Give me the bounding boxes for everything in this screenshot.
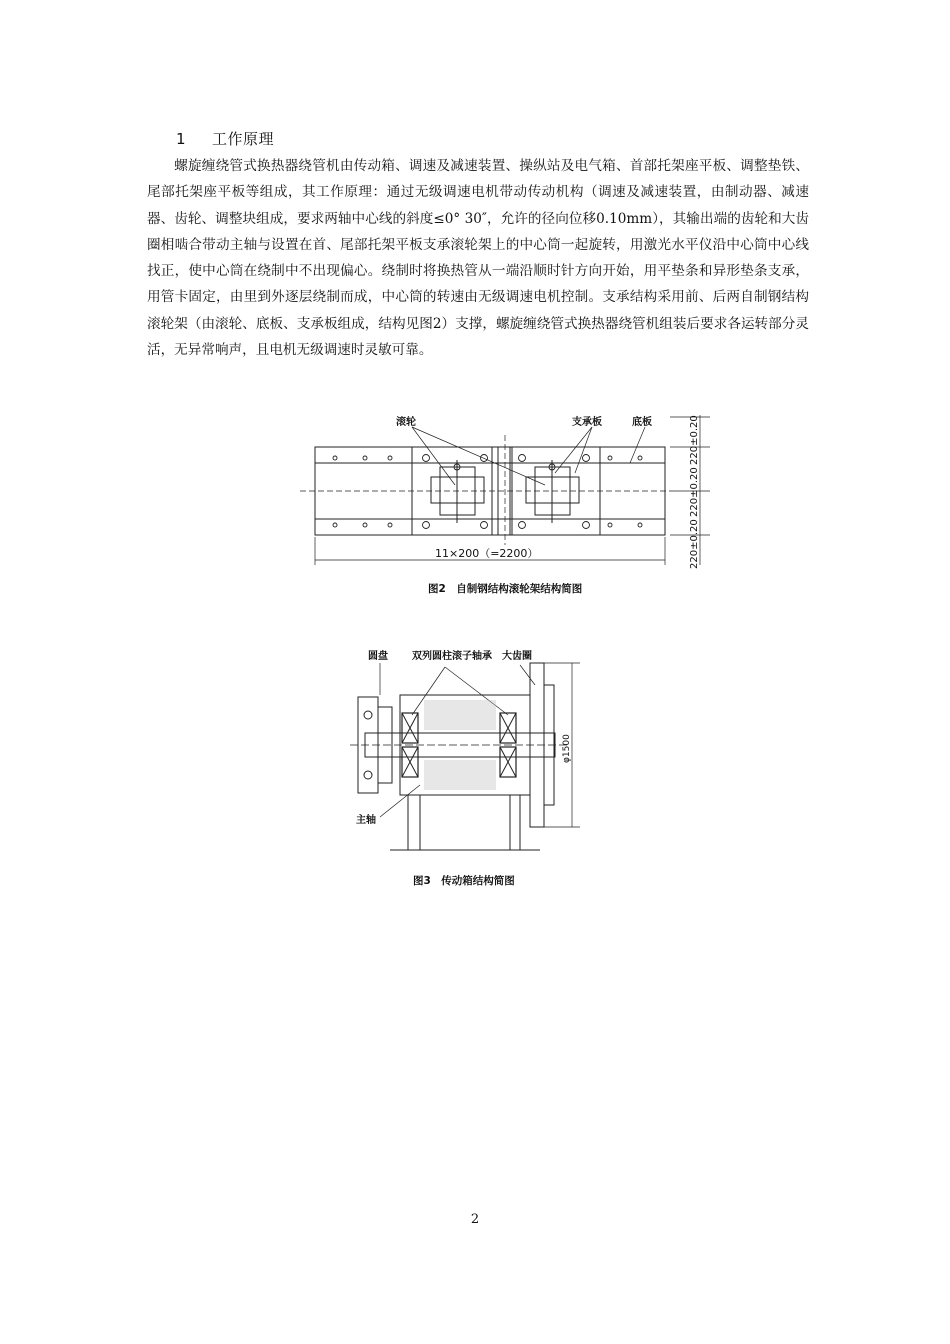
section-heading: [176, 128, 274, 149]
label-diameter: φ1500: [562, 734, 572, 763]
label-disc: 圆盘: [368, 651, 388, 662]
figure-3-drawing: [350, 645, 590, 860]
dimension-right-mid: 220±0.20: [689, 467, 700, 517]
figure-2: [300, 405, 720, 605]
dimension-bottom: 11×200（=2200）: [435, 547, 539, 560]
dimension-right-bottom: 220±0.20: [689, 519, 700, 569]
figure-2-drawing: [300, 405, 720, 580]
figure-3: [350, 645, 590, 890]
label-big-gear: 大齿圈: [502, 651, 532, 662]
label-main-shaft: 主轴: [356, 815, 376, 826]
label-bearing: 双列圆柱滚子轴承: [412, 651, 492, 662]
section-number: 1: [176, 130, 187, 148]
label-roller: 滚轮: [396, 417, 416, 428]
figure-3-caption: 图3 传动箱结构简图: [413, 875, 515, 887]
dimension-right-top: 220±0.20: [689, 415, 700, 465]
figure-2-caption: 图2 自制钢结构滚轮架结构简图: [428, 583, 583, 595]
body-paragraph: 螺旋缠绕管式换热器绕管机由传动箱、调速及减速装置、操纵站及电气箱、首部托架座平板、调整垫铁、尾部托架座平板等组成，其工作原理：通过无级调速电机带动传动机构（调速及减速装置，由制动器、减速器、齿轮、调整块组成，要求两轴中心线的斜度≤0° 30″，允许的径向位移0.10mm），其输出端的齿轮和大齿圈相啮合带动主轴与设置在首、尾部托架平板支承滚轮架上的中心筒一起旋转，用激光水平仪沿中心筒中心线找正，使中心筒在绕制中不出现偏心。绕制时将换热管从一端沿顺时针方向开始，用平垫条和异形垫条支承，用管卡固定，由里到外逐层绕制而成，中心筒的转速由无级调速电机控制。支承结构采用前、后两自制钢结构滚轮架（由滚轮、底板、支承板组成，结构见图2）支撑，螺旋缠绕管式换热器绕管机组装后要求各运转部分灵活，无异常响声，且电机无级调速时灵敏可靠。: [147, 158, 809, 359]
label-support-plate: 支承板: [572, 417, 602, 428]
section-title: 工作原理: [212, 130, 275, 148]
label-base-plate: 底板: [632, 417, 652, 428]
page-number: 2: [470, 1212, 480, 1227]
